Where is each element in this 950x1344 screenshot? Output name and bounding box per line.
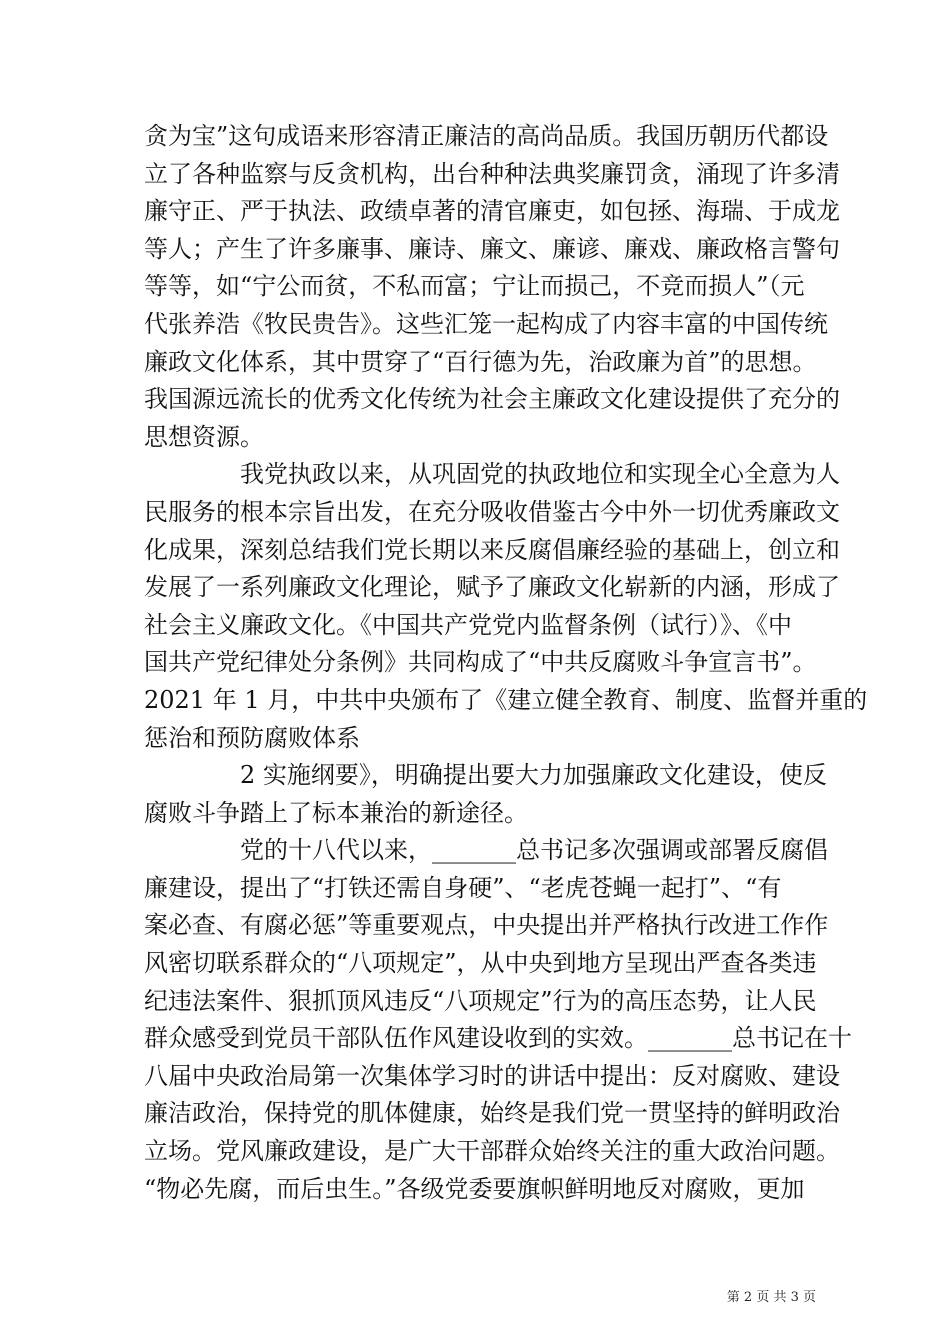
text-line: 廉守正、严于执法、政绩卓著的清官廉吏，如包拯、海瑞、于成龙: [144, 197, 840, 226]
text-line: 纪违法案件、狠抓顶风违反“八项规定”行为的高压态势，让人民: [144, 986, 817, 1015]
text-line: 我党执政以来，从巩固党的执政地位和实现全心全意为人: [240, 460, 840, 489]
paragraph: [144, 118, 840, 456]
text-line: 2 实施纲要》，明确提出要大力加强廉政文化建设，使反: [240, 761, 827, 790]
document-body: [144, 118, 868, 1208]
text-line: 廉政文化体系，其中贯穿了“百行德为先，治政廉为首”的思想。: [144, 347, 817, 376]
text-line: 八届中央政治局第一次集体学习时的讲话中提出：反对腐败、建设: [144, 1061, 840, 1090]
text-line: 民服务的根本宗旨出发，在充分吸收借鉴古今中外一切优秀廉政文: [144, 497, 840, 526]
text-line: 腐败斗争踏上了标本兼治的新途径。: [144, 798, 528, 827]
text-line: 2021 年 1 月，中共中央颁布了《建立健全教育、制度、监督并重的: [144, 685, 868, 714]
text-line: 等人；产生了许多廉事、廉诗、廉文、廉谚、廉戏、廉政格言警句: [144, 234, 840, 263]
text-line: 党的十八代以来，_______总书记多次强调或部署反腐倡: [240, 836, 828, 865]
text-line: 等等，如“宁公而贫，不私而富；宁让而损己，不竞而损人”（元: [144, 272, 805, 301]
text-line: 发展了一系列廉政文化理论，赋予了廉政文化崭新的内涵，形成了: [144, 573, 840, 602]
text-line: 思想资源。: [144, 422, 264, 451]
paragraph: [144, 456, 868, 757]
paragraph: [144, 757, 827, 832]
text-line: 贪为宝”这句成语来形容清正廉洁的高尚品质。我国历朝历代都设: [144, 122, 829, 150]
page-number-footer: 第 2 页 共 3 页: [726, 1290, 816, 1305]
text-line: 立了各种监察与反贪机构，出台种种法典奖廉罚贪，涌现了许多清: [144, 159, 840, 188]
text-line: 我国源远流长的优秀文化传统为社会主廉政文化建设提供了充分的: [144, 385, 840, 414]
text-line: “物必先腐，而后虫生。”各级党委要旗帜鲜明地反对腐败，更加: [144, 1174, 805, 1203]
text-line: 廉建设，提出了“打铁还需自身硬”、“老虎苍蝇一起打”、“有: [144, 873, 782, 902]
text-line: 惩治和预防腐败体系: [144, 723, 360, 752]
text-line: 化成果，深刻总结我们党长期以来反腐倡廉经验的基础上，创立和: [144, 535, 840, 564]
text-line: 风密切联系群众的“八项规定”，从中央到地方呈现出严查各类违: [144, 949, 817, 978]
text-line: 代张养浩《牧民贵告》。这些汇笼一起构成了内容丰富的中国传统: [144, 309, 828, 338]
text-line: 立场。党风廉政建设，是广大干部群众始终关注的重大政治问题。: [144, 1137, 840, 1166]
text-line: 社会主义廉政文化。《中国共产党党内监督条例（试行）》、《中: [144, 610, 792, 639]
text-line: 案必查、有腐必惩”等重要观点，中央提出并严格执行改进工作作: [144, 911, 829, 940]
text-line: 国共产党纪律处分条例》共同构成了“中共反腐败斗争宣言书”。: [144, 648, 817, 677]
text-line: 群众感受到党员干部队伍作风建设收到的实效。_______总书记在十: [144, 1024, 852, 1053]
paragraph: [144, 832, 852, 1208]
text-line: 廉洁政治，保持党的肌体健康，始终是我们党一贯坚持的鲜明政治: [144, 1099, 840, 1128]
